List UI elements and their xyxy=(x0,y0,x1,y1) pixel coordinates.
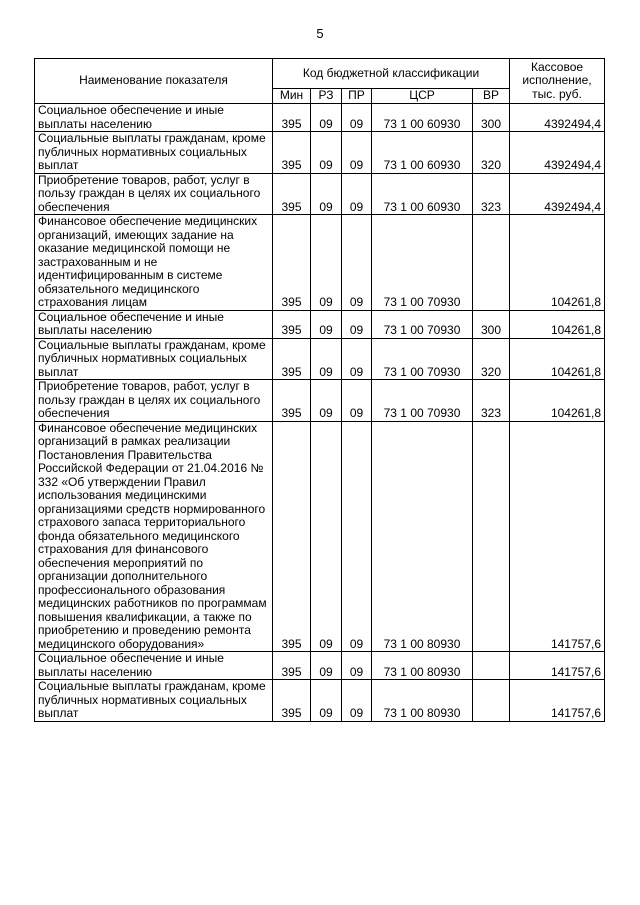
row-min: 395 xyxy=(273,132,311,174)
row-min: 395 xyxy=(273,421,311,652)
header-min: Мин xyxy=(273,89,311,104)
row-rz: 09 xyxy=(311,310,342,338)
row-rz: 09 xyxy=(311,132,342,174)
row-csr: 73 1 00 70930 xyxy=(372,310,473,338)
header-csr: ЦСР xyxy=(372,89,473,104)
row-csr: 73 1 00 60930 xyxy=(372,132,473,174)
header-amount: Кассовое исполнение, тыс. руб. xyxy=(510,59,605,104)
row-amount: 4392494,4 xyxy=(510,132,605,174)
row-name: Социальное обеспечение и иные выплаты населению xyxy=(35,310,273,338)
row-name: Социальные выплаты гражданам, кроме публичных нормативных социальных выплат xyxy=(35,680,273,722)
table-row xyxy=(35,421,605,652)
row-pr: 09 xyxy=(342,338,372,380)
row-name: Приобретение товаров, работ, услуг в пользу граждан в целях их социального обеспечения xyxy=(35,173,273,215)
row-pr: 09 xyxy=(342,652,372,680)
table-row xyxy=(35,132,605,174)
row-amount: 104261,8 xyxy=(510,310,605,338)
row-amount: 4392494,4 xyxy=(510,104,605,132)
row-csr: 73 1 00 80930 xyxy=(372,652,473,680)
row-csr: 73 1 00 70930 xyxy=(372,215,473,311)
header-code-group: Код бюджетной классификации xyxy=(273,59,510,89)
row-rz: 09 xyxy=(311,652,342,680)
row-vr: 323 xyxy=(473,173,510,215)
row-rz: 09 xyxy=(311,173,342,215)
row-min: 395 xyxy=(273,310,311,338)
table-body xyxy=(35,104,605,722)
table-row xyxy=(35,173,605,215)
row-min: 395 xyxy=(273,215,311,311)
table-row xyxy=(35,338,605,380)
row-min: 395 xyxy=(273,680,311,722)
row-name: Финансовое обеспечение медицинских организаций в рамках реализации Постановления Правительства Российской Федерации от 21.04.2016 № 332 «Об утверждении Правил использования медицинскими организациями средств нормированного страхового запаса территориального фонда обязательного медицинского страхования для финансового обеспечения мероприятий по организации дополнительного профессионального образования медицинских работников по программам повышения квалификации, а также по приобретению и проведению ремонта медицинского оборудования» xyxy=(35,421,273,652)
row-rz: 09 xyxy=(311,421,342,652)
row-vr: 320 xyxy=(473,132,510,174)
row-pr: 09 xyxy=(342,173,372,215)
row-amount: 4392494,4 xyxy=(510,173,605,215)
header-rz: РЗ xyxy=(311,89,342,104)
row-vr xyxy=(473,421,510,652)
row-vr: 323 xyxy=(473,380,510,422)
row-pr: 09 xyxy=(342,680,372,722)
row-csr: 73 1 00 80930 xyxy=(372,680,473,722)
table-row xyxy=(35,380,605,422)
row-vr xyxy=(473,680,510,722)
table-row xyxy=(35,215,605,311)
row-pr: 09 xyxy=(342,215,372,311)
row-name: Приобретение товаров, работ, услуг в пользу граждан в целях их социального обеспечения xyxy=(35,380,273,422)
row-csr: 73 1 00 80930 xyxy=(372,421,473,652)
row-pr: 09 xyxy=(342,380,372,422)
row-amount: 104261,8 xyxy=(510,380,605,422)
header-name: Наименование показателя xyxy=(35,59,273,104)
row-pr: 09 xyxy=(342,132,372,174)
row-rz: 09 xyxy=(311,680,342,722)
row-name: Социальное обеспечение и иные выплаты населению xyxy=(35,104,273,132)
row-min: 395 xyxy=(273,652,311,680)
row-csr: 73 1 00 60930 xyxy=(372,104,473,132)
row-amount: 104261,8 xyxy=(510,338,605,380)
row-amount: 141757,6 xyxy=(510,652,605,680)
row-name: Финансовое обеспечение медицинских организаций, имеющих задание на оказание медицинской помощи не застрахованным и не идентифицированным в системе обязательного медицинского страхования лицам xyxy=(35,215,273,311)
row-csr: 73 1 00 60930 xyxy=(372,173,473,215)
row-pr: 09 xyxy=(342,421,372,652)
row-csr: 73 1 00 70930 xyxy=(372,380,473,422)
row-min: 395 xyxy=(273,104,311,132)
row-csr: 73 1 00 70930 xyxy=(372,338,473,380)
header-vr: ВР xyxy=(473,89,510,104)
table-row xyxy=(35,652,605,680)
budget-table xyxy=(34,58,605,722)
row-amount: 104261,8 xyxy=(510,215,605,311)
row-min: 395 xyxy=(273,338,311,380)
page-number: 5 xyxy=(316,26,324,41)
row-min: 395 xyxy=(273,380,311,422)
row-amount: 141757,6 xyxy=(510,680,605,722)
row-rz: 09 xyxy=(311,380,342,422)
row-name: Социальные выплаты гражданам, кроме публичных нормативных социальных выплат xyxy=(35,338,273,380)
row-vr: 300 xyxy=(473,310,510,338)
row-vr xyxy=(473,215,510,311)
row-name: Социальные выплаты гражданам, кроме публичных нормативных социальных выплат xyxy=(35,132,273,174)
table-row xyxy=(35,680,605,722)
row-name: Социальное обеспечение и иные выплаты населению xyxy=(35,652,273,680)
header-pr: ПР xyxy=(342,89,372,104)
row-rz: 09 xyxy=(311,104,342,132)
table-row xyxy=(35,104,605,132)
table-row xyxy=(35,310,605,338)
row-vr xyxy=(473,652,510,680)
table-header xyxy=(35,59,605,104)
row-vr: 320 xyxy=(473,338,510,380)
row-amount: 141757,6 xyxy=(510,421,605,652)
row-rz: 09 xyxy=(311,338,342,380)
row-rz: 09 xyxy=(311,215,342,311)
row-vr: 300 xyxy=(473,104,510,132)
row-pr: 09 xyxy=(342,310,372,338)
row-min: 395 xyxy=(273,173,311,215)
row-pr: 09 xyxy=(342,104,372,132)
